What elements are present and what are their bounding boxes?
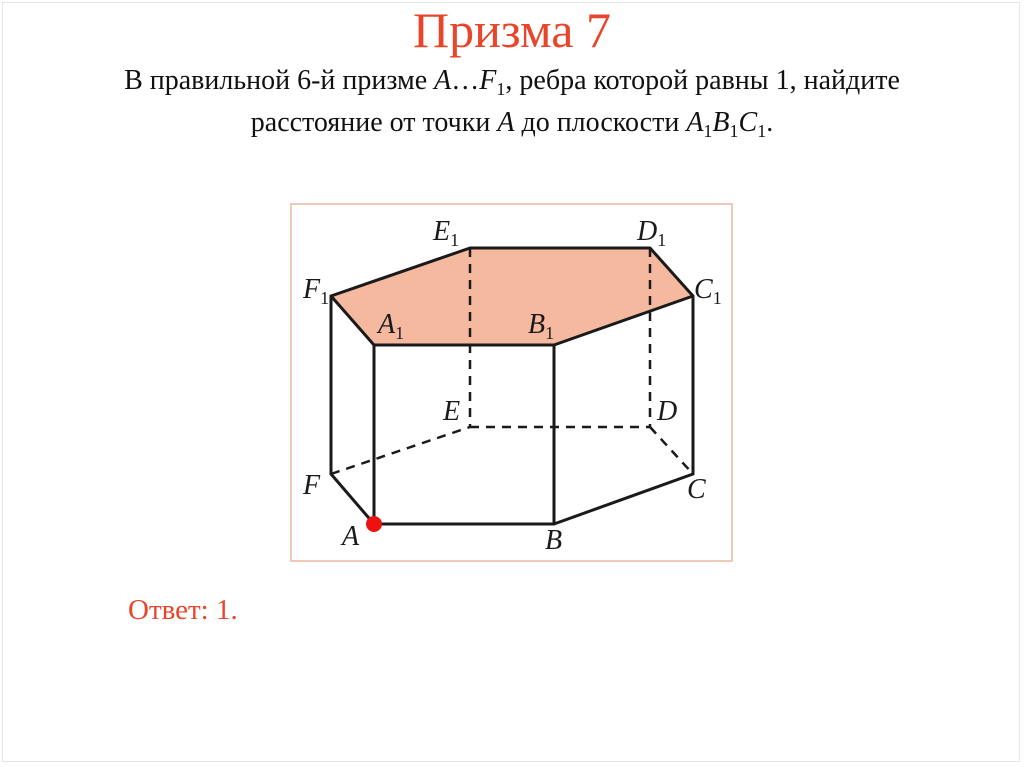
- sub-B1: 1: [729, 121, 739, 141]
- label-C: C: [687, 474, 706, 505]
- label-B1: $B_1$: [528, 309, 555, 343]
- label-C1: $C_1$: [694, 274, 722, 308]
- label-E: E: [443, 396, 461, 427]
- period: .: [766, 107, 774, 138]
- problem-text-3: расстояние от точки: [250, 107, 498, 138]
- point-A-marker: [366, 516, 382, 532]
- label-F1: $F_1$: [303, 274, 330, 308]
- sub-A1: 1: [703, 121, 713, 141]
- var-A: A: [434, 65, 452, 96]
- var-point-A: A: [497, 107, 515, 138]
- var-B1: B: [712, 107, 730, 138]
- problem-text-2: , ребра которой равны 1, найдите: [505, 65, 900, 96]
- label-A1: $A_1$: [378, 309, 405, 343]
- var-A1: A: [686, 107, 704, 138]
- label-A: A: [342, 521, 360, 552]
- sub-C1: 1: [757, 121, 767, 141]
- sub-1: 1: [496, 79, 506, 99]
- ellipsis: …: [451, 65, 480, 96]
- problem-text-4: до плоскости: [514, 107, 687, 138]
- var-C1: C: [738, 107, 758, 138]
- label-E1: $E_1$: [433, 216, 460, 250]
- label-B: B: [545, 525, 563, 556]
- slide-title: Призма 7: [413, 2, 611, 58]
- label-F: F: [303, 470, 321, 501]
- answer-text: Ответ: 1.: [128, 594, 238, 626]
- label-D: D: [657, 396, 678, 427]
- problem-text-1: В правильной 6-й призме: [124, 65, 435, 96]
- var-F: F: [479, 65, 497, 96]
- label-D1: $D_1$: [637, 216, 667, 250]
